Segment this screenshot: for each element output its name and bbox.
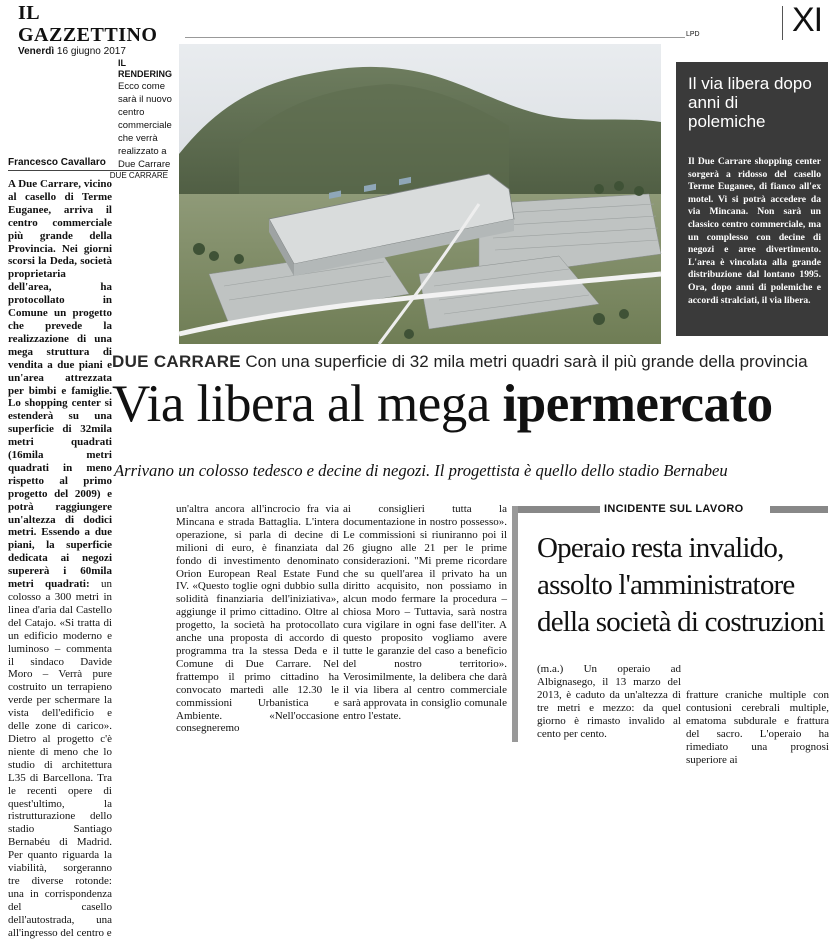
main-subhead: Arrivano un colosso tedesco e decine di negozi. Il progettista è quello dello stadio Bernabeu xyxy=(114,461,728,480)
masthead-rule xyxy=(185,37,685,38)
sidebar-box xyxy=(676,62,828,336)
page-number: XI xyxy=(792,1,823,39)
caption-kicker: IL RENDERING xyxy=(118,58,173,79)
article-body-3: ai consiglieri tutta la documentazione in nostro possesso». Le commissioni si riuniranno poi il 26 giugno alle 21 per le prime considerazioni. "Mi preme ricordare che su quell'area il privato ha un diritto acquisito, non possiamo in alcun modo fermare la procedura – chiosa Moro – Tuttavia, sarà nostra cura vigilare in ogni fase dell'iter. A questo proposito vogliamo avere tutte le garanzie del caso a beneficio del nostro territorio». Verosimilmente, la delibera che darà il via libera al centro commerciale sarà approvata in consiglio comunale entro l'estate. xyxy=(343,503,507,722)
incident-kicker: INCIDENTE SUL LAVORO xyxy=(604,503,744,515)
edition-code: LPD xyxy=(686,31,700,38)
kicker-subtitle: Con una superficie di 32 mila metri quadri sarà il più grande della provincia xyxy=(245,352,808,371)
incident-rule-vertical xyxy=(512,506,518,742)
masthead xyxy=(18,2,168,58)
shopping-center-rendering xyxy=(179,44,661,344)
headline-bold: ipermercato xyxy=(502,375,773,433)
article-lead: A Due Carrare, vicino al casello di Terme Euganee, arriva il centro commerciale più grande della Provincia. Nei giorni scorsi la Deda, società proprietaria dell'area, ha protocollato in Comune un progetto che prevede la realizzazione di una mega struttura di vendita a due piani e un'area attrezzata per bimbi e famiglie. Lo shopping center si estenderà su una superficie di 32mila metri quadrati (16mila metri quadrati in meno rispetto al primo progetto del 2009) e potrà raggiungere un'altezza di dodici metri. Essendo a due piani, la superficie dedicata ai negozi supererà i 60mila metri quadrati: xyxy=(8,178,112,591)
sidebar-headline: Il via libera dopo anni di polemiche xyxy=(688,74,812,131)
incident-body-2: fratture craniche multiple con contusioni cerebrali multiple, ematoma subdurale e frattura del sacro. L'operaio ha rimediato una prognosi superiore ai xyxy=(686,689,829,766)
caption-text: Ecco come sarà il nuovo centro commerciale che verrà realizzato a Due Carrare xyxy=(118,81,172,170)
issue-date: Venerdì 16 giugno 2017 xyxy=(18,46,126,57)
incident-column-2 xyxy=(686,689,829,766)
kicker-tag: DUE CARRARE xyxy=(112,352,241,371)
main-headline xyxy=(112,373,832,435)
article-body-1: un colosso a 300 metri in linea d'aria dal Castello del Catajo. «Si tratta di un edificio moderno e luminoso – commenta il sindaco Davide Moro – Verrà pure costruito un terrapieno verde per schermare la vista dell'edificio e delle zone di carico». Dietro al progetto c'è niente di meno che lo studio di architettura L35 di Barcellona. Tra le recenti opere di quest'ultimo, la ristrutturazione dello stadio Santiago Bernabéu di Madrid. Per quanto riguarda la viabilità, sorgeranno tre diverse rotonde: una in corrispondenza del casello dell'autostrada, una all'ingresso del centro e xyxy=(8,578,113,939)
article-column-1 xyxy=(8,178,113,939)
dateline-location: DUE CARRARE xyxy=(8,170,168,181)
article-body-2: un'altra ancora all'incrocio fra via Mincana e strada Battaglia. L'intera operazione, si parla di decine di milioni di euro, è finanziata dal fondo di investimento denominato Orion European Real Estate Fund IV. «Questo toglie ogni dubbio sulla solidità finanziaria dell'iniziativa», aggiunge il primo cittadino. Oltre al progetto, la società ha protocollato anche una proposta di accordo di programma tra la stessa Deda e il Comune di Due Carrare. Nel frattempo il primo cittadino ha convocato martedì alle 12.30 le commissioni Urbanistica e Ambiente. «Nell'occasione consegneremo xyxy=(176,503,339,735)
page-number-divider xyxy=(782,6,783,40)
newspaper-title: IL GAZZETTINO xyxy=(18,2,158,46)
main-kicker xyxy=(112,352,830,372)
article-column-3 xyxy=(343,503,507,741)
headline-plain: Via libera al mega xyxy=(112,375,503,433)
author-name: Francesco Cavallaro xyxy=(8,157,106,168)
incident-headline: Operaio resta invalido, assolto l'amministratore della società di costruzioni xyxy=(537,532,825,638)
article-column-2 xyxy=(176,503,339,741)
incident-body-1: (m.a.) Un operaio ad Albignasego, il 13 marzo del 2013, è caduto da un'altezza di tre metri e mezzo: da quel giorno è rimasto invalido al cento per cento. xyxy=(537,663,681,740)
incident-rule-left xyxy=(512,506,600,513)
incident-column-1 xyxy=(537,663,681,743)
rendering-caption xyxy=(118,58,178,171)
sidebar-body: Il Due Carrare shopping center sorgerà a ridosso del casello Terme Euganee, di fianco all'ex motel. Vi si potrà accedere da via Mincana. Non sarà un classico centro commerciale, ma un complesso con decine di negozi e aree divertimento. L'area è vincolata alla grande distribuzione dal lontano 1995. Ora, dopo anni di polemiche e accordi stralciati, il via libera. xyxy=(688,156,821,306)
incident-rule-right xyxy=(770,506,828,513)
